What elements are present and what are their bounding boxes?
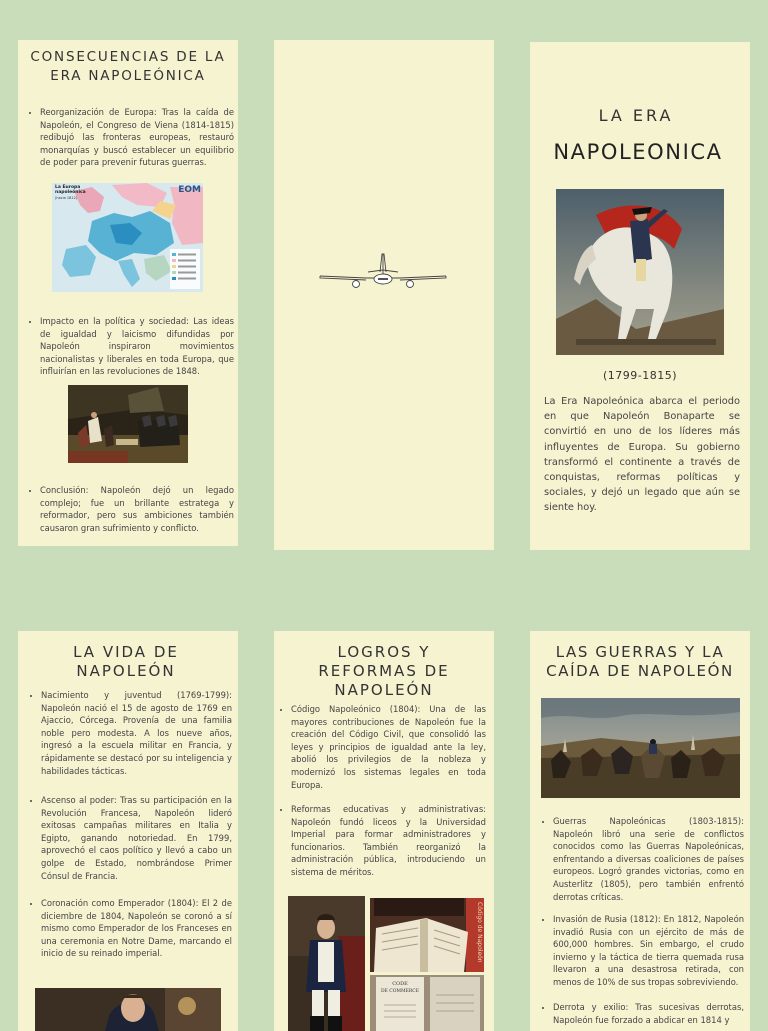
vida-title-line1: LA VIDA DE: [73, 643, 179, 661]
logros-title-line1: LOGROS Y: [337, 643, 431, 661]
panel-cover: [530, 42, 750, 550]
logros-item-2: • Reformas educativas y administrativas: Napoleón fundó liceos y la Universidad Imperial para formar administradores y funcionarios. También reorganizó la administración pública, introduciendo un sistema de méritos.: [291, 803, 486, 879]
panel-consecuencias: [18, 40, 238, 546]
vida-item-2: • Ascenso al poder: Tras su participación en la Revolución Francesa, Napoleón lideró exitosas campañas militares en Italia y Egipto, ganando notoriedad. En 1799, aprovechó el caos político y llevó a cabo un golpe de Estado, nombrándose Primer Cónsul de Francia.: [41, 794, 232, 882]
battle-painting-image: [541, 698, 740, 798]
guerras-title: [530, 643, 750, 681]
logros-title: [274, 643, 494, 700]
guerras-item-3: • Derrota y exilio: Tras sucesivas derrotas, Napoleón fue forzado a abdicar en 1814 y: [553, 1001, 744, 1026]
logros-item-1: • Código Napoleónico (1804): Una de las mayores contribuciones de Napoleón fue la creación del Código Civil, que consolidó las leyes y principios de igualdad ante la ley, abolió los privilegios de la nobleza y modernizó los sistemas legales en toda Europa.: [291, 703, 486, 791]
cover-years: (1799-1815): [602, 369, 678, 382]
code-book-image: [370, 898, 484, 972]
logros-title-line2: REFORMAS DE: [318, 662, 450, 680]
napoleon-horse-painting: [556, 189, 724, 355]
guerras-item-2: • Invasión de Rusia (1812): En 1812, Napoleón invadió Rusia con un ejército de más de 600,000 hombres. Sin embargo, el crudo invierno y la táctica de tierra quemada rusa llevaron a una desastrosa retirada, con menos de 10% de sus tropas sobreviviendo.: [553, 913, 744, 989]
vida-item-3: • Coronación como Emperador (1804): El 2 de diciembre de 1804, Napoleón se coronó a sí mismo como Emperador de los Franceses en una ceremonia en Notre Dame, marcando el inicio de su reinado imperial.: [41, 897, 232, 960]
cover-title-big: NAPOLEONICA: [553, 140, 723, 164]
consecuencias-item-2: • Impacto en la política y sociedad: Las ideas de igualdad y laicismo difundidas por Napoleón inspiraron movimientos nacionalistas y liberales en toda Europa, que influirían en las revoluciones de 1848.: [40, 315, 234, 378]
airplane-icon: [316, 250, 450, 294]
vida-item-1: • Nacimiento y juventud (1769-1799): Napoleón nació el 15 de agosto de 1769 en Ajaccio, Córcega. Provenía de una familia noble pero modesta. A los nueve años, ingresó a la escuela militar en Francia, y rápidamente se destacó por su inteligencia y habilidades tácticas.: [41, 689, 232, 777]
panel-logros: [274, 631, 494, 1031]
consecuencias-title-line1: CONSECUENCIAS DE LA: [30, 49, 226, 65]
consecuencias-item-3: • Conclusión: Napoleón dejó un legado complejo; fue un brillante estratega y reformador, pero sus ambiciones también causaron gran sufrimiento y conflicto.: [40, 484, 234, 534]
europe-map-image: [52, 183, 203, 292]
vida-title-line2: NAPOLEÓN: [76, 662, 176, 680]
book-title-1: CODE: [392, 981, 408, 987]
vida-title: [18, 643, 234, 681]
guerras-title-line1: LAS GUERRAS Y LA: [555, 643, 725, 661]
napoleon-portrait-image: [35, 988, 221, 1031]
consecuencias-item-1: • Reorganización de Europa: Tras la caída de Napoleón, el Congreso de Viena (1814-1815) redibujó las fronteras europeas, restauró monarquías y buscó establecer un equilibrio de poder para prevenir futuras guerras.: [40, 106, 234, 169]
map-label-title: La Europa napoleónica: [55, 185, 86, 195]
book-spine-label: Código de Napoleón: [476, 902, 483, 963]
logros-title-line3: NAPOLEÓN: [334, 681, 434, 699]
napoleon-standing-portrait: [288, 896, 365, 1031]
map-label-sub: (hacia 1812): [55, 196, 78, 200]
code-de-commerce-image: [370, 975, 484, 1031]
cover-description: La Era Napoleónica abarca el periodo en que Napoleón Bonaparte se convirtió en uno de los líderes más influyentes de Europa. Su gobierno transformó el continente a través de conquistas, reformas políticas y sociales, y dejó un legado que aún se siente hoy.: [544, 396, 740, 514]
panel-middle: [274, 40, 494, 550]
map-logo: EOM: [178, 185, 201, 195]
panel-guerras: [530, 631, 750, 1031]
cover-title-small: LA ERA: [598, 106, 674, 125]
consecuencias-title: [18, 48, 238, 86]
consecuencias-title-line2: ERA NAPOLEÓNICA: [50, 68, 206, 84]
guerras-title-line2: CAÍDA DE NAPOLEÓN: [546, 662, 734, 680]
goya-painting-image: [68, 385, 188, 463]
guerras-item-1: • Guerras Napoleónicas (1803-1815): Napoleón libró una serie de conflictos conocidos como las Guerras Napoleónicas, enfrentando a diversas coaliciones de países europeos. Logró grandes victorias, como en Austerlitz (1805), pero también enfrentó derrotas críticas.: [553, 815, 744, 903]
panel-vida: [18, 631, 238, 1031]
book-title-2: DE COMMERCE: [380, 989, 420, 994]
